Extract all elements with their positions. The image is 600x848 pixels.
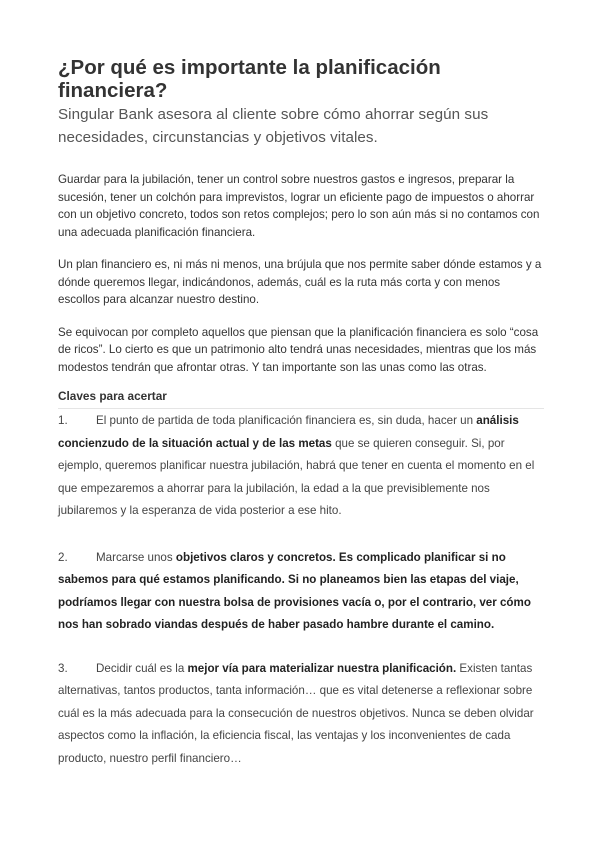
article	[58, 56, 544, 770]
list-item-number: 3.	[58, 661, 68, 675]
list-item-3	[58, 658, 544, 771]
list-item-text: Existen tantas alternativas, tantos productos, tanta información… que es vital detenerse a reflexionar sobre cuál es la más adecuada para la consecución de nuestros objetivos. Nunca se deben olvidar aspectos como la inflación, la eficiencia fiscal, las ventajas y los inconvenientes de cada producto, nuestro perfil financiero…	[58, 661, 534, 765]
list-item-text: El punto de partida de toda planificación financiera es, sin duda, hacer un	[96, 414, 477, 427]
intro-paragraph-3: Se equivocan por completo aquellos que piensan que la planificación financiera es solo “cosa de ricos”. Lo cierto es que un patrimonio alto tendrá unas necesidades, mientras que los más modestos tendrán que afrontar otras. Y tan importante son las unas como las otras.	[58, 325, 539, 374]
section-heading-claves: Claves para acertar	[58, 389, 167, 403]
list-item-text: que se quieren conseguir. Si, por ejemplo, queremos planificar nuestra jubilación, habrá que tener en cuenta el momento en el que empezaremos a ahorrar para la jubilación, la edad a la que previsiblemente nos jubilaremos y la esperanza de vida posterior a ese hito.	[58, 436, 535, 517]
list-item-2	[58, 547, 544, 637]
list-item-1	[58, 408, 544, 523]
article-subtitle: Singular Bank asesora al cliente sobre cómo ahorrar según sus necesidades, circunstancias y objetivos vitales.	[58, 106, 489, 146]
list-item-number: 1.	[58, 414, 68, 427]
list-item-emphasis: mejor vía para materializar nuestra planificación.	[187, 661, 457, 675]
intro-paragraph-2: Un plan financiero es, ni más ni menos, una brújula que nos permite saber dónde estamos y a dónde queremos llegar, indicándonos, además, cuál es la ruta más corta y con menos escollos para alcanzar nuestro destino.	[58, 258, 542, 306]
intro-paragraph-1: Guardar para la jubilación, tener un control sobre nuestros gastos e ingresos, preparar la sucesión, tener un colchón para imprevistos, lograr un eficiente pago de impuestos o ahorrar con un objetivo concreto, todos son retos complejos; pero lo son aún más si no contamos con una adecuada planificación financiera.	[58, 173, 540, 239]
list-item-text: Marcarse unos	[96, 550, 176, 564]
article-title: ¿Por qué es importante la planificación financiera?	[58, 56, 441, 102]
list-item-text: Decidir cuál es la	[96, 661, 188, 675]
list-item-emphasis: objetivos claros y concretos. Es complicado planificar si no sabemos para qué estamos planificando. Si no planeamos bien las etapas del viaje, podríamos llegar con nuestra bolsa de provisiones vacía o, por el contrario, ver cómo nos han sobrado viandas después de haber pasado hambre durante el camino.	[58, 550, 531, 631]
list-item-number: 2.	[58, 550, 68, 564]
list-item-emphasis: análisis concienzudo de la situación actual y de las metas	[58, 414, 519, 450]
